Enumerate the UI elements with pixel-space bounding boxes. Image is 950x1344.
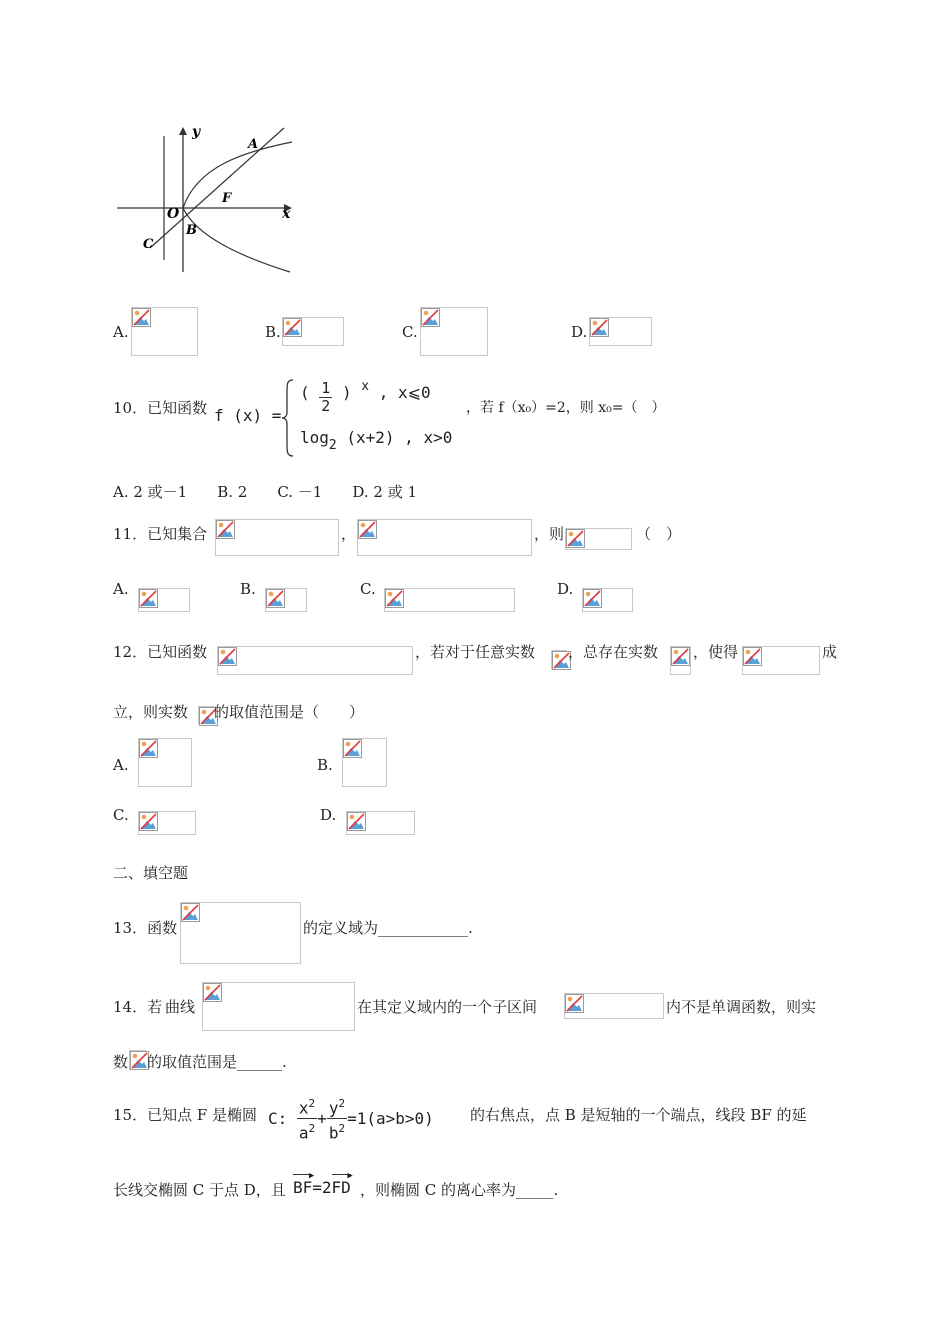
q12-option-d-image [346,811,415,835]
broken-image-icon [343,739,362,758]
q12-var-2-image [670,646,691,675]
q10-tail: ，若 f（x₀）=2，则 x₀=（ ） [466,400,666,416]
q11-option-c-label: C. [360,580,376,598]
q14-var-k-image [129,1050,146,1070]
q11-paren: （ ） [636,525,682,543]
q9-option-b-image [282,317,344,346]
q14-number: 14．若 [113,998,163,1016]
eq-frac-x-num [297,1094,317,1119]
piecewise-brace [281,378,295,458]
vector-fd-text: FD [331,1178,351,1197]
graph-label-C: C [143,237,154,252]
q11-set-a-image [215,519,339,556]
q12-line2-b: 的取值范围是（ ） [214,703,365,721]
q14-interval-image [564,993,664,1019]
q9-option-d-image [589,317,652,346]
q9-option-c-label: C. [402,323,418,341]
q12-option-a-image [138,738,192,787]
broken-image-icon [590,318,609,337]
eq-frac-y-den [327,1119,347,1143]
q11-option-c-image [384,588,515,612]
eq-plus: + [317,1109,327,1129]
piece1-numerator: 1 [321,379,331,397]
eq-frac-y-num [327,1094,347,1119]
graph-label-F: F [222,191,232,206]
graph-label-x: x [282,206,291,222]
broken-image-icon [132,308,151,327]
q13-number: 13．函数 [113,919,178,937]
piece1-close: ) [341,383,362,402]
q12-condition-image [742,646,820,675]
graph-label-A: A [248,137,259,152]
q12-text-4: 成 [822,643,838,661]
q11-option-b-image [265,588,307,612]
q11-set-b-image [357,519,532,556]
broken-image-icon [566,529,585,548]
q11-option-b-label: B. [240,580,256,598]
piece1-open: ( [300,383,310,402]
q12-text-1: ，若对于任意实数 [415,643,536,661]
q9-option-a-label: A. [113,323,129,341]
q12-var-1-image [551,650,567,670]
q14-curve-image [202,982,355,1031]
q10-fx: f (x) = [214,406,282,425]
broken-image-icon [181,903,200,922]
broken-image-icon [266,589,285,608]
q13-tail: 的定义域为____________. [303,919,473,937]
piece1-fraction [319,380,332,415]
broken-image-icon [216,520,235,539]
parabola-line-figure [112,122,302,282]
eq-x-square: 2 [308,1097,316,1110]
vector-bf [293,1171,315,1197]
q15-vector-equation [293,1172,351,1197]
q15-ellipse-equation [268,1094,434,1144]
q9-option-b-label: B. [265,323,281,341]
q15-number: 15．已知点 F 是椭圆 [113,1106,258,1124]
q13-function-image [180,902,301,964]
q11-comma: ， [341,525,357,543]
broken-image-icon [218,647,237,666]
q12-option-a-label: A. [113,756,129,774]
graph-label-y: y [192,124,201,140]
eq-a: a [298,1123,309,1143]
q12-option-c-label: C. [113,806,129,824]
broken-image-icon [283,318,302,337]
q14-line2-a: 数 [113,1053,129,1071]
q14-text-1: 在其定义域内的一个子区间 [357,998,538,1016]
q10-piece-2 [300,428,453,453]
q12-function-image [217,646,413,675]
vector-fd [332,1172,351,1197]
broken-image-icon [385,589,404,608]
q11-option-d-label: D. [557,580,574,598]
broken-image-icon [565,994,584,1013]
piece2-rest: (x+2) , x>0 [346,428,453,447]
vector-bf-text: BF [293,1178,313,1197]
broken-image-icon [421,308,440,327]
broken-image-icon [139,739,158,758]
q12-option-b-image [342,738,387,787]
vector-eq-two: =2 [312,1178,332,1197]
eq-frac-x [297,1094,317,1144]
q9-option-c-image [420,307,488,356]
q11-expr-image [565,528,632,550]
q11-then: ，则 [534,525,565,543]
piece1-exponent: x [361,379,370,394]
eq-b-square: 2 [338,1122,346,1136]
q12-option-c-image [138,811,196,835]
q14-line2-b: 的取值范围是______. [147,1053,287,1071]
broken-image-icon [139,812,158,831]
broken-image-icon [671,647,690,666]
q15-tail: 的右焦点，点 B 是短轴的一个端点，线段 BF 的延 [470,1106,807,1124]
vector-bf-arrowhead: ▶ [308,1171,315,1181]
eq-y: y [328,1098,339,1118]
q15-line2-a: 长线交椭圆 C 于点 D，且 [113,1181,286,1199]
piece1-condition: , x⩽0 [378,383,431,402]
eq-rest: =1(a>b>0) [347,1109,434,1129]
q11-option-a-label: A. [113,580,129,598]
piece1-denominator: 2 [321,397,331,415]
q12-text-2: ，总存在实数 [568,643,659,661]
q10-options: A. 2 或－1 B. 2 C. －1 D. 2 或 1 [113,483,418,501]
q9-option-d-label: D. [571,323,588,341]
section-heading-fill-in: 二、填空题 [113,864,189,882]
broken-image-icon [347,812,366,831]
q11-number: 11．已知集合 [113,525,208,543]
q12-option-d-label: D. [320,806,337,824]
q11-option-d-image [582,588,633,612]
vector-fd-arrowhead: ▶ [347,1171,353,1181]
broken-image-icon [358,520,377,539]
q12-var-a-image [198,706,214,724]
eq-frac-x-den [297,1119,317,1143]
eq-curve-name: C: [268,1109,288,1129]
q12-text-3: ，使得 [693,643,739,661]
q11-option-a-image [138,588,190,612]
broken-image-icon [583,589,602,608]
q14-text-2: 内不是单调函数，则实 [666,998,817,1016]
q12-line2-a: 立，则实数 [113,703,189,721]
eq-y-square: 2 [338,1097,346,1110]
q15-line2-b: ，则椭圆 C 的离心率为_____. [360,1181,559,1199]
eq-frac-y [327,1094,347,1144]
eq-a-square: 2 [308,1122,316,1136]
broken-image-icon [743,647,762,666]
q10-number: 10．已知函数 [113,399,208,417]
graph-label-O: O [167,206,180,222]
eq-x: x [298,1098,309,1118]
q14-curve: 曲线 [165,998,196,1016]
q12-number: 12．已知函数 [113,643,208,661]
piece2-log: log [300,428,329,447]
piece2-base: 2 [328,438,337,453]
eq-b: b [328,1123,339,1143]
broken-image-icon [203,983,222,1002]
q10-piece-1 [300,380,431,422]
broken-image-icon [139,589,158,608]
q12-option-b-label: B. [317,756,333,774]
q9-option-a-image [131,307,198,356]
graph-label-B: B [186,223,197,238]
